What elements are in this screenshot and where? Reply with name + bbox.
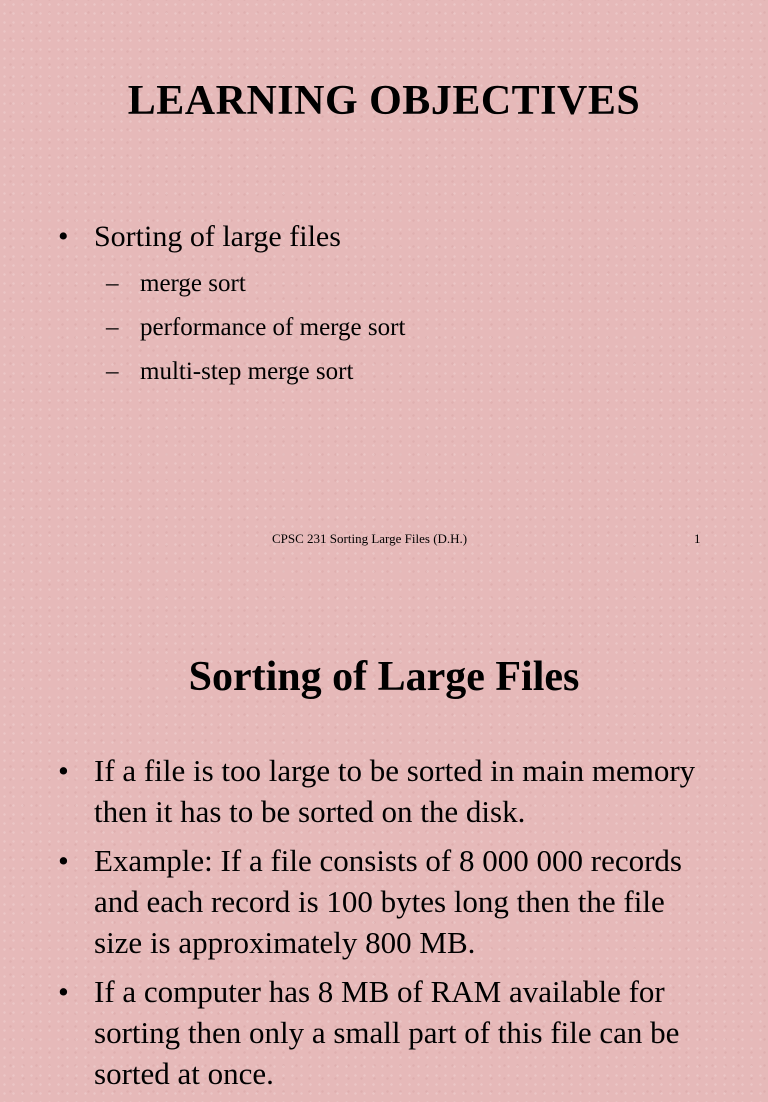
dash-icon: – <box>106 358 119 385</box>
bullet-icon: • <box>58 220 69 253</box>
bullet-item <box>58 218 405 394</box>
sub-bullet-text: merge sort <box>140 270 246 297</box>
bullet-icon: • <box>58 974 69 1009</box>
dash-icon: – <box>106 314 119 341</box>
footer-text: CPSC 231 Sorting Large Files (D.H.) <box>272 531 468 546</box>
sub-bullet-list <box>94 262 405 394</box>
sub-bullet-text: performance of merge sort <box>140 314 406 341</box>
bullet-text: Sorting of large files <box>94 220 341 253</box>
sub-bullet-item <box>106 262 405 306</box>
page-number: 1 <box>694 531 701 546</box>
slide-title: Sorting of Large Files <box>188 654 580 700</box>
bullet-text: Example: If a file consists of 8 000 000 records and each record is 100 bytes long then the file size is approximately 800 MB. <box>94 843 682 960</box>
sub-bullet-item <box>106 350 405 394</box>
bullet-icon: • <box>58 843 69 878</box>
sub-bullet-text: multi-step merge sort <box>140 358 354 385</box>
bullet-item <box>58 971 718 1094</box>
bullet-text: If a file is too large to be sorted in main memory then it has to be sorted on the disk. <box>94 753 696 829</box>
dash-icon: – <box>106 270 119 297</box>
sub-bullet-item <box>106 306 405 350</box>
slide-2 <box>0 576 768 1091</box>
bullet-list <box>58 750 718 1102</box>
bullet-item <box>58 750 718 832</box>
bullet-item <box>58 840 718 963</box>
bullet-icon: • <box>58 753 69 788</box>
bullet-text: If a computer has 8 MB of RAM available for sorting then only a small part of this file can be sorted at once. <box>94 974 680 1091</box>
slide-title: LEARNING OBJECTIVES <box>127 78 641 124</box>
bullet-list <box>58 218 405 394</box>
